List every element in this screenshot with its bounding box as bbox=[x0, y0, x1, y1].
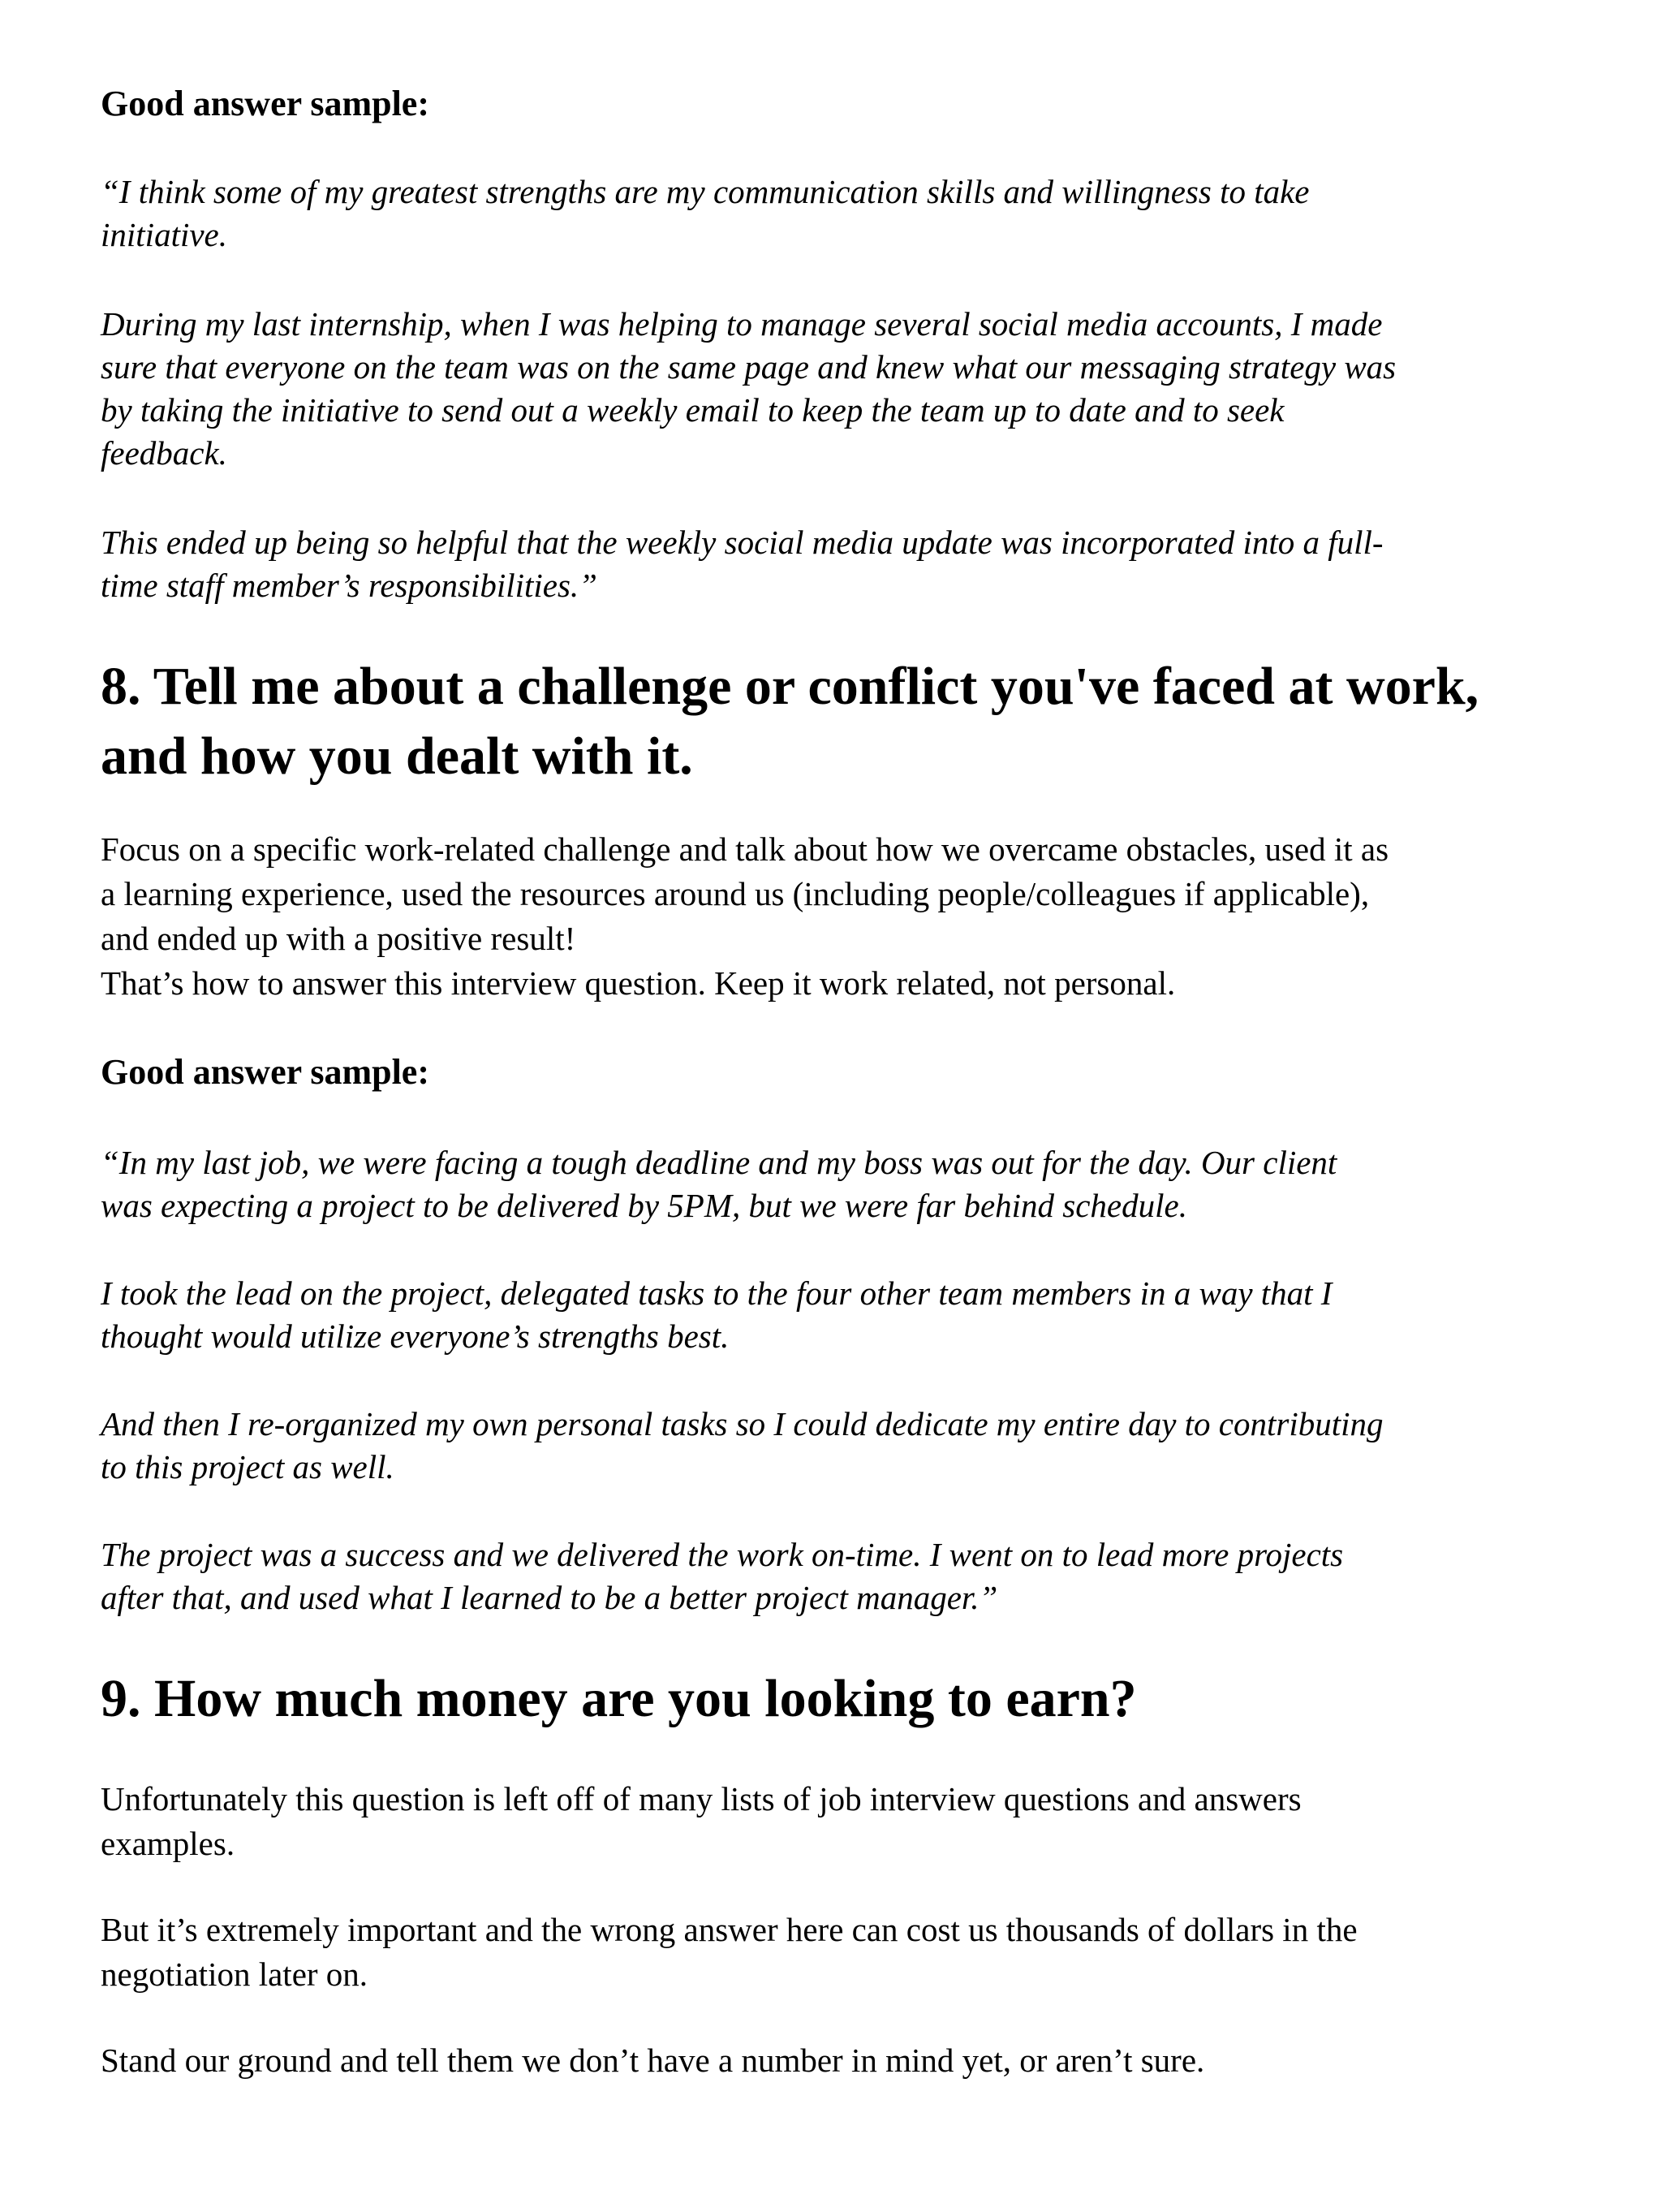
sample-answer-paragraph: “I think some of my greatest strengths are my communication skills and willingness to take initiative. bbox=[101, 173, 1310, 253]
question-8-guidance: Focus on a specific work-related challenge and talk about how we overcame obstacles, used it as a learning experience, used the resources around us (including people/colleagues if applicable), and ended up with a positive result! That’s how to answer this interview question. Keep it work related, not personal. bbox=[101, 830, 1389, 1002]
sample-answer-paragraph: I took the lead on the project, delegated tasks to the four other team members in a way that I thought would utilize everyone’s strengths best. bbox=[101, 1274, 1333, 1355]
sample-answer-paragraph: And then I re-organized my own personal tasks so I could dedicate my entire day to contributing to this project as well. bbox=[101, 1405, 1384, 1485]
question-8-heading: 8. Tell me about a challenge or conflict you've faced at work, and how you dealt with it. bbox=[101, 657, 1479, 786]
question-9-paragraph: Unfortunately this question is left off of many lists of job interview questions and answers examples. bbox=[101, 1780, 1302, 1862]
sample-answer-paragraph: During my last internship, when I was helping to manage several social media accounts, I made sure that everyone on the team was on the same page and knew what our messaging strategy was by taking the initiative to send out a weekly email to keep the team up to date and to seek feedback. bbox=[101, 305, 1397, 472]
question-9-paragraph: But it’s extremely important and the wrong answer here can cost us thousands of dollars in the negotiation later on. bbox=[101, 1911, 1358, 1993]
sample-answer-paragraph: The project was a success and we delivered the work on-time. I went on to lead more projects after that, and used what I learned to be a better project manager.” bbox=[101, 1536, 1344, 1616]
sample-answer-paragraph: “In my last job, we were facing a tough deadline and my boss was out for the day. Our client was expecting a project to be delivered by 5PM, but we were far behind schedule. bbox=[101, 1144, 1337, 1224]
good-answer-label: Good answer sample: bbox=[101, 84, 429, 123]
sample-answer-paragraph: This ended up being so helpful that the weekly social media update was incorporated into a full- time staff member’s responsibilities.” bbox=[101, 524, 1384, 604]
good-answer-label: Good answer sample: bbox=[101, 1052, 429, 1092]
question-9-paragraph: Stand our ground and tell them we don’t have a number in mind yet, or aren’t sure. bbox=[101, 2042, 1205, 2079]
question-9-heading: 9. How much money are you looking to earn? bbox=[101, 1669, 1137, 1728]
